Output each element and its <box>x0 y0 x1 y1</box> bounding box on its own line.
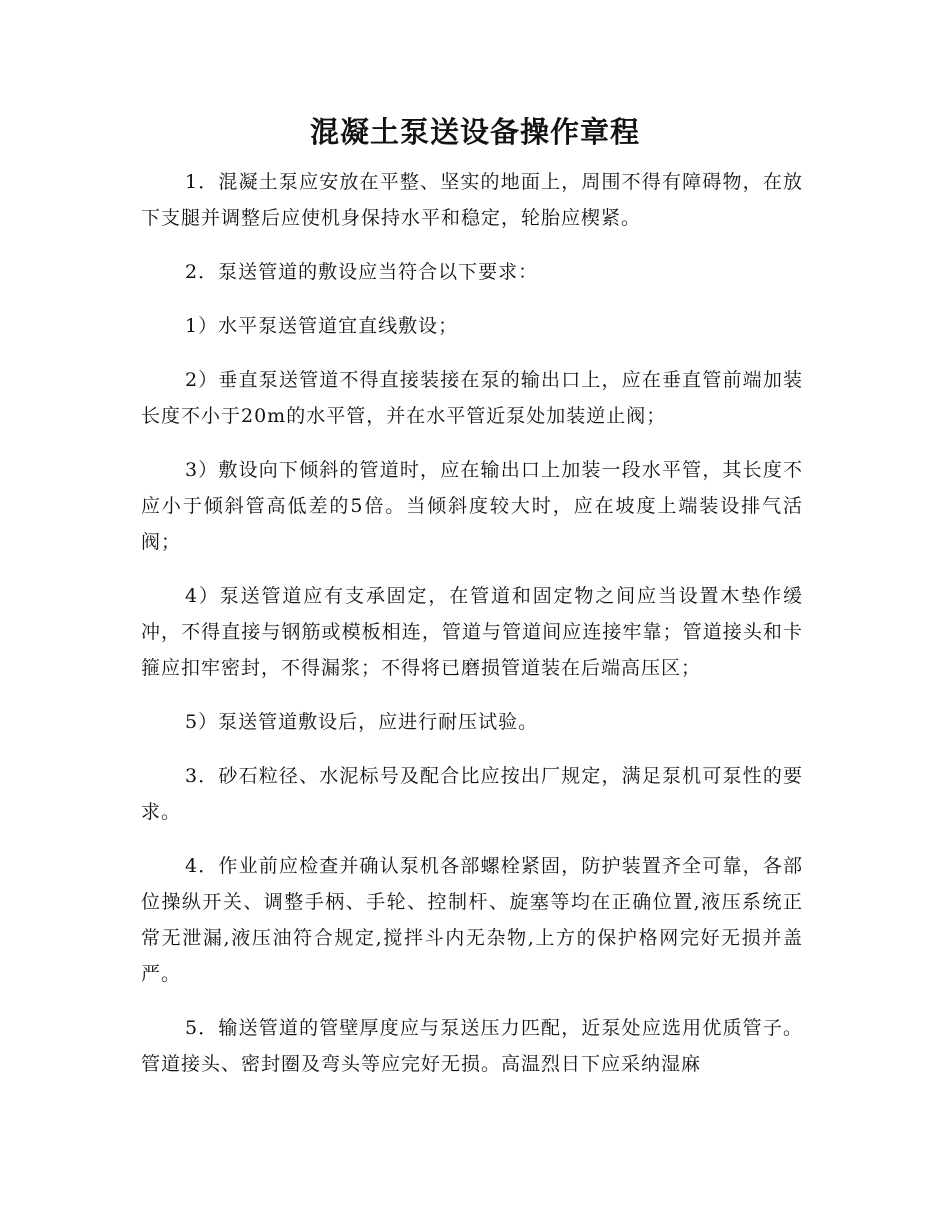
paragraph-2-3: 3）敷设向下倾斜的管道时，应在输出口上加装一段水平管，其长度不应小于倾斜管高低差的5倍。当倾斜度较大时，应在坡度上端装设排气活阀； <box>141 459 803 553</box>
paragraph-2-4: 4）泵送管道应有支承固定，在管道和固定物之间应当设置木垫作缓冲，不得直接与钢筋或模板相连，管道与管道间应连接牢靠；管道接头和卡箍应扣牢密封，不得漏浆；不得将已磨损管道装在后端高压区； <box>141 585 803 679</box>
paragraph-5: 5．输送管道的管壁厚度应与泵送压力匹配，近泵处应选用优质管子。管道接头、密封圈及弯头等应完好无损。高温烈日下应采纳湿麻 <box>141 1017 803 1075</box>
paragraph-4: 4．作业前应检查并确认泵机各部螺栓紧固，防护装置齐全可靠，各部位操纵开关、调整手柄、手轮、控制杆、旋塞等均在正确位置,液压系统正常无泄漏,液压油符合规定,搅拌斗内无杂物,上方的保护格网完好无损并盖严。 <box>141 855 803 985</box>
document-body <box>141 164 803 1100</box>
paragraph-3: 3．砂石粒径、水泥标号及配合比应按出厂规定，满足泵机可泵性的要求。 <box>141 765 803 823</box>
paragraph-2-1: 1）水平泵送管道宜直线敷设； <box>185 315 459 337</box>
paragraph-2-2: 2）垂直泵送管道不得直接装接在泵的输出口上，应在垂直管前端加装长度不小于20m的水平管，并在水平管近泵处加装逆止阀； <box>141 369 803 427</box>
paragraph-2-5: 5）泵送管道敷设后，应进行耐压试验。 <box>185 711 539 733</box>
paragraph-2: 2．泵送管道的敷设应当符合以下要求： <box>185 261 539 283</box>
paragraph-1: 1．混凝土泵应安放在平整、坚实的地面上，周围不得有障碍物，在放下支腿并调整后应使机身保持水平和稳定，轮胎应楔紧。 <box>141 171 803 229</box>
document-title: 混凝土泵送设备操作章程 <box>309 115 640 149</box>
